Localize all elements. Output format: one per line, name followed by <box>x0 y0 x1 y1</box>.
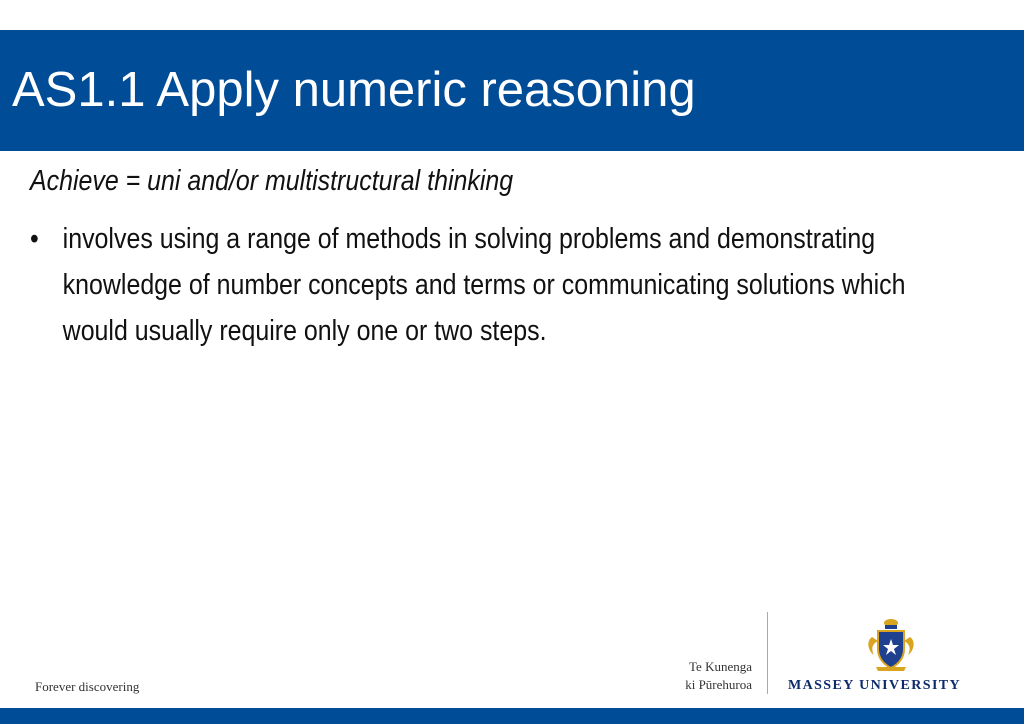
te-reo-line-2: ki Pūrehuroa <box>685 677 752 692</box>
university-name: MASSEY UNIVERSITY <box>788 678 962 693</box>
bottom-bar <box>0 708 1024 724</box>
footer-divider <box>767 612 768 694</box>
bullet-text: involves using a range of methods in solving problems and demonstrating knowledge of number concepts and terms or communicating solutions which would usually require only one or two steps. <box>62 223 906 347</box>
te-reo-line-1: Te Kunenga <box>689 659 752 674</box>
slide-heading: Achieve = uni and/or multistructural thinking <box>30 165 514 197</box>
bullet-marker: • <box>30 223 39 255</box>
te-reo-name <box>685 658 752 694</box>
bullet-item <box>30 216 942 354</box>
massey-crest-icon <box>866 615 916 673</box>
slide-title: AS1.1 Apply numeric reasoning <box>12 63 696 117</box>
footer-tagline: Forever discovering <box>35 679 140 694</box>
